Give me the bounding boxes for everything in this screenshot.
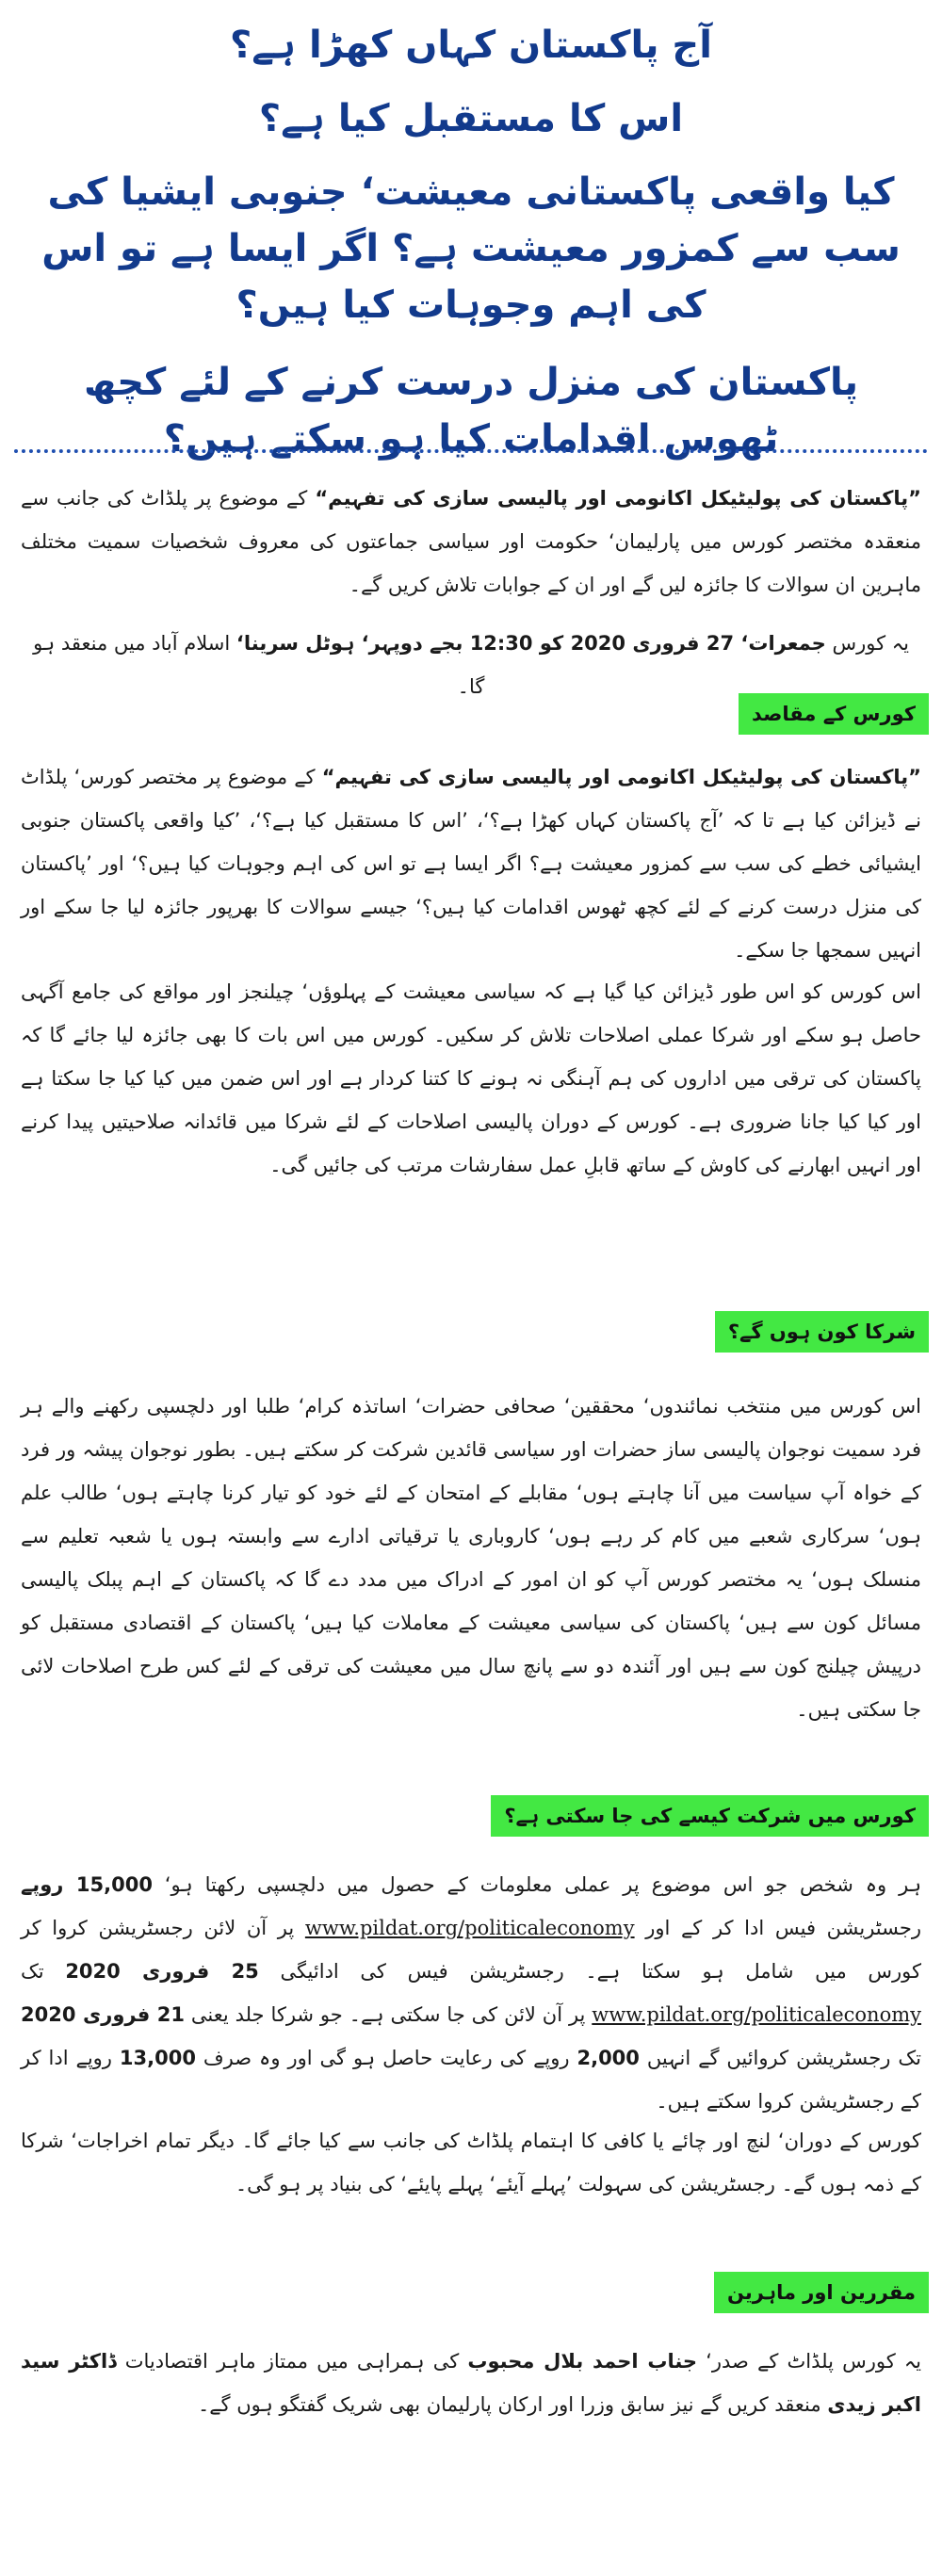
schedule-post: اسلام آباد میں منعقد ہو گا۔ bbox=[33, 632, 485, 698]
schedule-pre: یہ کورس bbox=[825, 632, 909, 655]
reduced-fee: 13,000 bbox=[119, 2047, 196, 2069]
registration-fee: 15,000 روپے bbox=[21, 1873, 153, 1896]
speaker-akbar-zaidi: ڈاکٹر سید اکبر زیدی bbox=[21, 2350, 921, 2416]
section-tag-participants: شرکا کون ہوں گے؟ bbox=[715, 1311, 929, 1353]
objectives-text-1: کے موضوع پر مختصر کورس‘ پلڈاٹ نے ڈیزائن کیا ہے تا کہ ’آج پاکستان کہاں کھڑا ہے؟‘، ’اس کا مستقبل کیا ہے؟‘، ’کیا واقعی پاکستان جنوبی ایشیائی خطے کی سب سے کمزور معیشت ہے؟ اگر ایسا ہے تو اس کی اہم وجوہات کیا ہیں؟‘ اور ’پاکستان کی منزل درست کرنے کے لئے کچھ ٹھوس اقدامات کیا ہیں؟‘ جیسے سوالات کا بھرپور جائزہ لیا جا سکے اور انہیں سمجھا جا سکے۔ bbox=[21, 766, 921, 962]
heading-future: اس کا مستقبل کیا ہے؟ bbox=[258, 97, 684, 140]
schedule-date-venue: جمعرات‘ 27 فروری 2020 کو 12:30 بجے دوپہر‘ ہوٹل سرینا‘ bbox=[236, 632, 826, 655]
course-title: ”پاکستان کی پولیٹیکل اکانومی اور پالیسی سازی کی تفہیم“ bbox=[315, 487, 921, 510]
dotted-divider bbox=[14, 449, 928, 453]
registration-logistics-paragraph: کورس کے دوران‘ لنچ اور چائے یا کافی کا اہتمام پلڈاٹ کی جانب سے کیا جائے گا۔ دیگر تمام اخراجات‘ شرکا کے ذمہ ہوں گے۔ رجسٹریشن کی سہولت ’پہلے آیئے‘ پہلے پایئے‘ کی بنیاد پر ہو گی۔ bbox=[21, 2130, 921, 2195]
early-deadline: 21 فروری 2020 bbox=[21, 2003, 185, 2026]
registration-link-1[interactable]: www.pildat.org/politicaleconomy bbox=[304, 1917, 635, 1939]
speakers-paragraph: یہ کورس پلڈاٹ کے صدر‘ جناب احمد بلال محبوب کی ہمراہی میں ممتاز ماہر اقتصادیات ڈاکٹر سید اکبر زیدی منعقد کریں گے نیز سابق وزرا اور ارکان پارلیمان بھی شریک گفتگو ہوں گے۔ bbox=[21, 2350, 921, 2416]
registration-link-2[interactable]: www.pildat.org/politicaleconomy bbox=[592, 2003, 922, 2026]
registration-paragraph: ہر وہ شخص جو اس موضوع پر عملی معلومات کے حصول میں دلچسپی رکھتا ہو‘ 15,000 روپے رجسٹریشن فیس ادا کر کے اور www.pildat.org/politicaleconomy پر آن لائن رجسٹریشن کروا کر کورس میں شامل ہو سکتا ہے۔ رجسٹریشن فیس کی ادائیگی 25 فروری 2020 تک www.pildat.org/politicaleconomy پر آن لائن کی جا سکتی ہے۔ جو شرکا جلد یعنی 21 فروری 2020 تک رجسٹریشن کروائیں گے انہیں 2,000 روپے کی رعایت حاصل ہو گی اور وہ صرف 13,000 روپے ادا کر کے رجسٹریشن کروا سکتے ہیں۔ bbox=[21, 1873, 922, 2113]
heading-where-stands: آج پاکستان کہاں کھڑا ہے؟ bbox=[230, 24, 712, 67]
heading-concrete-steps: پاکستان کی منزل درست کرنے کے لئے کچھ ٹھوس اقدامات کیا ہو سکتے ہیں؟ bbox=[84, 361, 858, 461]
discount-amount: 2,000 bbox=[577, 2047, 640, 2069]
section-tag-objectives: کورس کے مقاصد bbox=[739, 693, 929, 735]
section-tag-registration: کورس میں شرکت کیسے کی جا سکتی ہے؟ bbox=[491, 1795, 929, 1837]
participants-paragraph: اس کورس میں منتخب نمائندوں‘ محققین‘ صحافی حضرات‘ اساتذہ کرام‘ طلبا اور دلچسپی رکھنے والے ہر فرد سمیت نوجوان پالیسی ساز حضرات اور سیاسی قائدین شرکت کر سکتے ہیں۔ بطور نوجوان پیشہ ور فرد کے خواہ آپ سیاست میں آنا چاہتے ہوں‘ مقابلے کے امتحان کے لئے خود کو تیار کرنا چاہتے ہوں‘ طالب علم ہوں‘ سرکاری شعبے میں کام کر رہے ہوں‘ کاروباری یا ترقیاتی ادارے سے وابستہ ہوں یا شعبہ تعلیم سے منسلک ہوں‘ یہ مختصر کورس آپ کو ان امور کے ادراک میں مدد دے گا کہ پاکستان کے اہم پبلک پالیسی مسائل کون سے ہیں‘ پاکستان کی سیاسی معیشت کے معاملات کیا ہیں‘ پاکستان کے اقتصادی مستقبل کو درپیش چیلنج کون سے ہیں اور آئندہ دو سے پانچ سال میں معیشت کی ترقی کے لئے کس طرح اصلاحات لائی جا سکتی ہیں۔ bbox=[21, 1395, 921, 1721]
objectives-course-title: ”پاکستان کی پولیٹیکل اکانومی اور پالیسی سازی کی تفہیم“ bbox=[321, 766, 921, 788]
question-headings bbox=[38, 17, 904, 467]
intro-paragraph bbox=[21, 477, 921, 607]
payment-deadline: 25 فروری 2020 bbox=[65, 1960, 259, 1983]
section-tag-speakers: مقررین اور ماہرین bbox=[714, 2272, 929, 2313]
intro-text: کے موضوع پر پلڈاٹ کی جانب سے منعقدہ مختصر کورس میں پارلیمان‘ حکومت اور سیاسی جماعتوں کی معروف شخصیات سمیت مختلف ماہرین ان سوالات کا جائزہ لیں گے اور ان کے جوابات تلاش کریں گے۔ bbox=[21, 487, 921, 596]
speaker-ahmed-bilal-mehboob: جناب احمد بلال محبوب bbox=[467, 2350, 698, 2373]
heading-weakest-economy: کیا واقعی پاکستانی معیشت‘ جنوبی ایشیا کی سب سے کمزور معیشت ہے؟ اگر ایسا ہے تو اس کی اہم وجوہات کیا ہیں؟ bbox=[41, 170, 901, 327]
objectives-paragraph-2: اس کورس کو اس طور ڈیزائن کیا گیا ہے کہ سیاسی معیشت کے پہلوؤں‘ چیلنجز اور مواقع کی جامع آگہی حاصل ہو سکے اور شرکا عملی اصلاحات تلاش کر سکیں۔ کورس میں اس بات کا بھی جائزہ لیا جائے گا کہ پاکستان کی ترقی میں اداروں کی ہم آہنگی نہ ہونے کا کتنا کردار ہے اور اس ضمن میں کیا کیا جا سکتا ہے اور کیا کیا جانا ضروری ہے۔ کورس کے دوران پالیسی اصلاحات کے لئے شرکا میں قائدانہ صلاحیتیں پیدا کرنے اور انہیں ابھارنے کی کاوش کے ساتھ قابلِ عمل سفارشات مرتب کی جائیں گی۔ bbox=[21, 980, 921, 1176]
objectives-paragraph-1 bbox=[21, 755, 921, 972]
